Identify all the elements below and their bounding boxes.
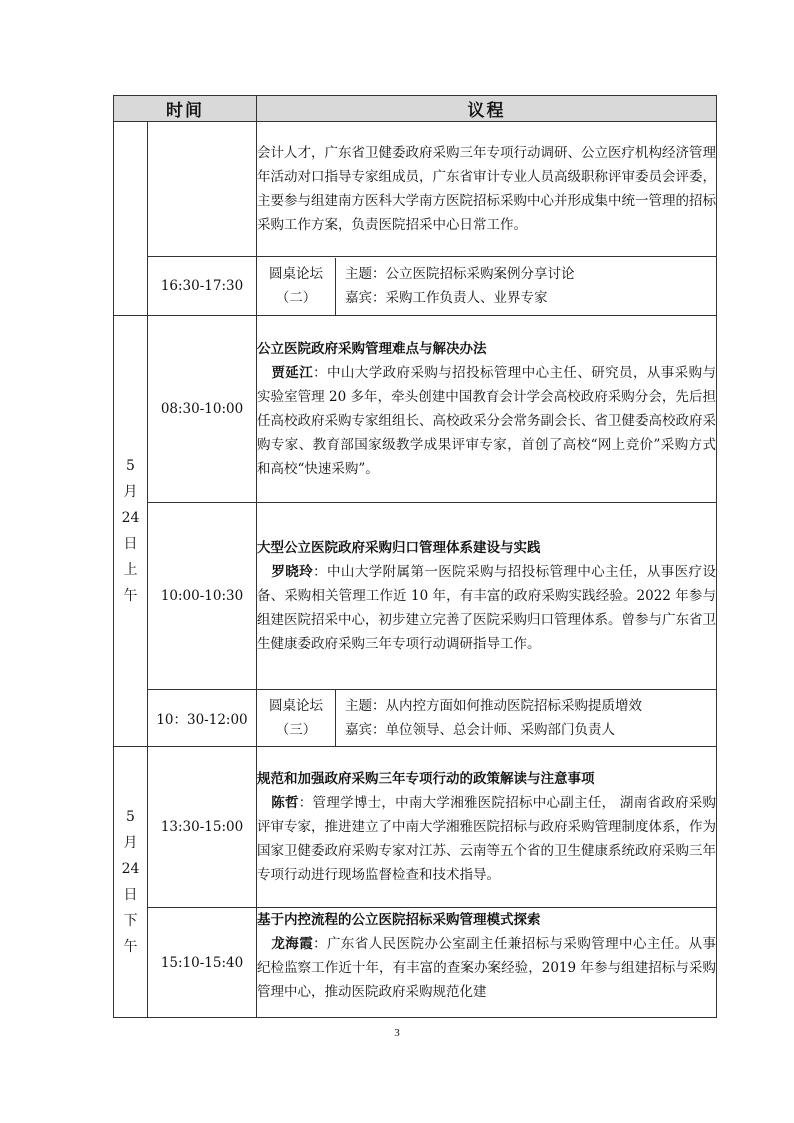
agenda-table [113, 95, 717, 1018]
table-row [114, 122, 717, 257]
table-row [114, 257, 717, 316]
roundtable-topic: 主题：公立医院招标采购案例分享讨论 [345, 266, 575, 282]
roundtable-label: 圆桌论坛 （二） [257, 258, 336, 315]
roundtable-content [336, 690, 717, 746]
time-cell: 16:30-17:30 [148, 257, 257, 316]
time-cell: 13:30-15:00 [148, 747, 257, 908]
table-row [114, 316, 717, 503]
time-cell: 10:00-10:30 [148, 503, 257, 690]
time-cell: 10：30-12:00 [148, 690, 257, 747]
content-cell [257, 908, 717, 1018]
speaker-bio: ：管理学博士，中南大学湘雅医院招标中心副主任， 湖南省政府采购评审专家，推进建立了中南大学湘雅医院招标与政府采购管理制度体系，作为国家卫健委政府采购专家对江苏、云南等五个省的卫生健康系统政府采购三年专项行动进行现场监督检查和技术指导。 [257, 795, 716, 883]
time-cell: 15:10-15:40 [148, 908, 257, 1018]
table-row [114, 690, 717, 747]
content-cell [257, 122, 717, 257]
table-row [114, 908, 717, 1018]
speaker-name: 龙海霞 [271, 936, 314, 952]
table-header-row [114, 96, 717, 122]
content-cell [257, 747, 717, 908]
roundtable-guests: 嘉宾：单位领导、总会计师、采购部门负责人 [345, 722, 615, 738]
page-number: 3 [394, 1027, 400, 1039]
roundtable [257, 258, 716, 315]
time-cell: 08:30-10:00 [148, 316, 257, 503]
table-row [114, 503, 717, 690]
speaker-name: 陈哲 [271, 795, 299, 811]
header-time: 时间 [114, 96, 257, 122]
content-cell [257, 503, 717, 690]
roundtable [257, 690, 716, 746]
roundtable-label: 圆桌论坛 （三） [257, 690, 336, 746]
session-title: 规范和加强政府采购三年专项行动的政策解读与注意事项 [257, 771, 595, 787]
time-cell-empty [148, 122, 257, 257]
session-title: 基于内控流程的公立医院招标采购管理模式探索 [257, 912, 541, 928]
speaker-bio: ：广东省人民医院办公室副主任兼招标与采购管理中心主任。从事纪检监察工作近十年，有丰富的查案办案经验，2019 年参与组建招标与采购管理中心，推动医院政府采购规范化建 [257, 936, 716, 1000]
speaker-bio: 会计人才，广东省卫健委政府采购三年专项行动调研、公立医疗机构经济管理年活动对口指导专家组成员，广东省审计专业人员高级职称评审委员会评委，主要参与组建南方医科大学南方医院招标采购中心并形成集中统一管理的招标采购工作方案，负责医院招采中心日常工作。 [257, 145, 716, 233]
content-cell [257, 316, 717, 503]
speaker-bio: ：中山大学政府采购与招投标管理中心主任、研究员，从事采购与实验室管理 20 多年，牵头创建中国教育会计学会高校政府采购分会，先后担任高校政府采购专家组组长、高校政采分会常务副会长、省卫健委高校政府采购专家、教育部国家级教学成果评审专家，首创了高校“网上竞价”采购方式和高校“快速采购”。 [257, 365, 716, 477]
speaker-name: 罗晓玲 [271, 564, 314, 580]
header-agenda: 议程 [257, 96, 717, 122]
table-row [114, 747, 717, 908]
day-cell-prev [114, 122, 148, 316]
speaker-name: 贾延江 [271, 365, 314, 381]
roundtable-topic: 主题：从内控方面如何推动医院招标采购提质增效 [345, 698, 642, 714]
day-cell-pm: 5 月 24 日 下 午 [114, 747, 148, 1018]
roundtable-guests: 嘉宾：采购工作负责人、业界专家 [345, 290, 548, 306]
day-cell-am: 5 月 24 日 上 午 [114, 316, 148, 747]
speaker-bio: ：中山大学附属第一医院采购与招投标管理中心主任，从事医疗设备、采购相关管理工作近 10 年，有丰富的政府采购实践经验。2022 年参与组建医院招采中心，初步建立完善了医院采购归口管理体系。曾参与广东省卫生健康委政府采购三年专项行动调研指导工作。 [257, 564, 716, 652]
roundtable-cell [257, 690, 717, 747]
session-title: 公立医院政府采购管理难点与解决办法 [257, 341, 487, 357]
roundtable-cell [257, 257, 717, 316]
roundtable-content [336, 258, 717, 315]
session-title: 大型公立医院政府采购归口管理体系建设与实践 [257, 540, 541, 556]
